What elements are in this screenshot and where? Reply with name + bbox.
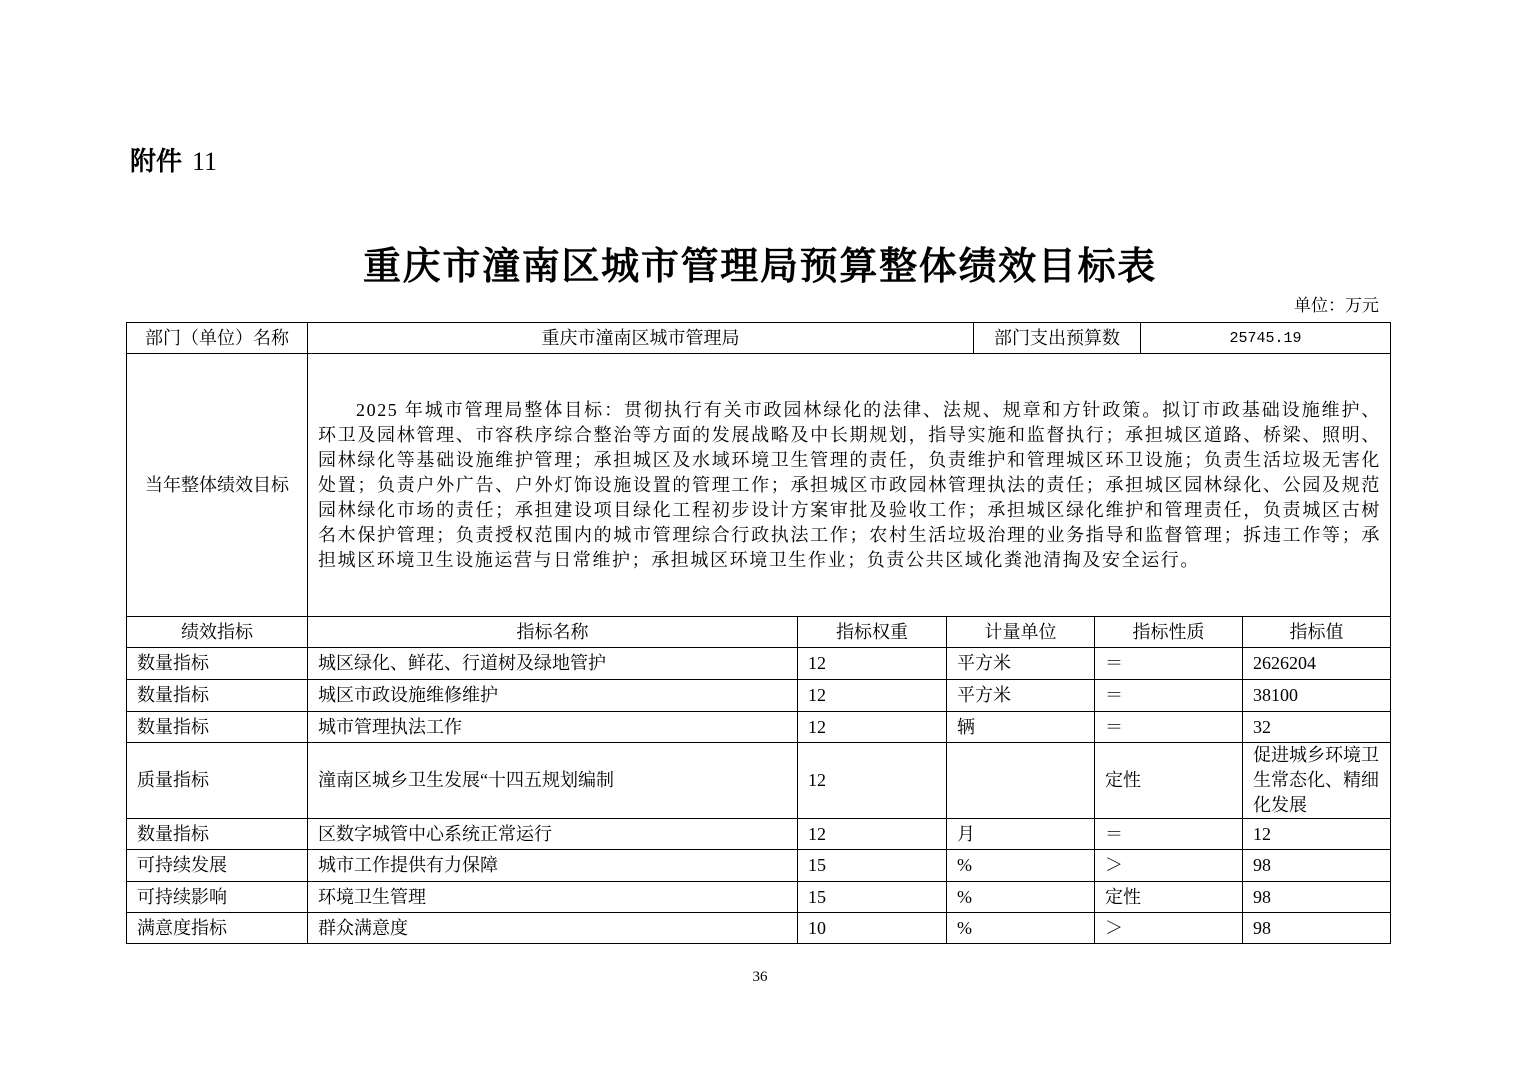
performance-target-table — [126, 322, 1391, 944]
indicator-row — [127, 680, 1391, 712]
indicator-value: 12 — [1243, 819, 1391, 850]
indicator-category: 可持续发展 — [127, 850, 308, 882]
attachment-label: 附件 — [130, 147, 183, 176]
indicator-row — [127, 913, 1391, 944]
indicator-name: 潼南区城乡卫生发展“十四五规划编制 — [308, 743, 798, 819]
indicator-nature: ＝ — [1095, 648, 1243, 680]
column-header-name: 指标名称 — [308, 617, 798, 648]
indicator-value: 32 — [1243, 712, 1391, 743]
indicator-unit: % — [947, 882, 1095, 913]
indicator-name: 城区绿化、鲜花、行道树及绿地管护 — [308, 648, 798, 680]
indicator-nature: ＝ — [1095, 680, 1243, 712]
indicator-name: 群众满意度 — [308, 913, 798, 944]
attachment-number: 11 — [192, 147, 218, 176]
column-header-unit: 计量单位 — [947, 617, 1095, 648]
indicator-nature: ＞ — [1095, 913, 1243, 944]
budget-value: 25745.19 — [1141, 323, 1391, 354]
indicator-value: 98 — [1243, 882, 1391, 913]
indicator-unit: % — [947, 913, 1095, 944]
indicator-unit: 平方米 — [947, 648, 1095, 680]
indicator-category: 数量指标 — [127, 648, 308, 680]
column-header-weight: 指标权重 — [798, 617, 947, 648]
indicator-unit: 辆 — [947, 712, 1095, 743]
column-header-value: 指标值 — [1243, 617, 1391, 648]
indicator-value: 促进城乡环境卫生常态化、精细化发展 — [1243, 743, 1391, 819]
department-row — [127, 323, 1391, 354]
indicator-weight: 12 — [798, 743, 947, 819]
indicator-nature: ＞ — [1095, 850, 1243, 882]
column-header-row — [127, 617, 1391, 648]
indicator-nature: ＝ — [1095, 712, 1243, 743]
indicator-name: 环境卫生管理 — [308, 882, 798, 913]
indicator-row — [127, 648, 1391, 680]
indicator-nature: 定性 — [1095, 743, 1243, 819]
column-header-nature: 指标性质 — [1095, 617, 1243, 648]
indicator-unit: 月 — [947, 819, 1095, 850]
indicator-nature: 定性 — [1095, 882, 1243, 913]
attachment-heading — [130, 146, 217, 178]
indicator-category: 可持续影响 — [127, 882, 308, 913]
column-header-category: 绩效指标 — [127, 617, 308, 648]
budget-label: 部门支出预算数 — [974, 323, 1141, 354]
indicator-value: 98 — [1243, 913, 1391, 944]
indicator-row — [127, 882, 1391, 913]
goal-text: 2025 年城市管理局整体目标：贯彻执行有关市政园林绿化的法律、法规、规章和方针政策。拟订市政基础设施维护、环卫及园林管理、市容秩序综合整治等方面的发展战略及中长期规划，指导实施和监督执行；承担城区道路、桥梁、照明、园林绿化等基础设施维护管理；承担城区及水域环境卫生管理的责任，负责维护和管理城区环卫设施；负责生活垃圾无害化处置；负责户外广告、户外灯饰设施设置的管理工作；承担城区市政园林管理执法的责任；承担城区园林绿化、公园及规范园林绿化市场的责任；承担建设项目绿化工程初步设计方案审批及验收工作；承担城区绿化维护和管理责任，负责城区古树名木保护管理；负责授权范围内的城市管理综合行政执法工作；农村生活垃圾治理的业务指导和监督管理；拆违工作等；承担城区环境卫生设施运营与日常维护；承担城区环境卫生作业；负责公共区域化粪池清掏及安全运行。 — [308, 354, 1391, 617]
indicator-weight: 12 — [798, 648, 947, 680]
dept-label: 部门（单位）名称 — [127, 323, 308, 354]
indicator-unit: 平方米 — [947, 680, 1095, 712]
indicator-category: 质量指标 — [127, 743, 308, 819]
indicator-category: 数量指标 — [127, 680, 308, 712]
indicator-nature: ＝ — [1095, 819, 1243, 850]
indicator-value: 2626204 — [1243, 648, 1391, 680]
indicator-name: 城区市政设施维修维护 — [308, 680, 798, 712]
page-number: 36 — [752, 969, 768, 985]
unit-note: 单位：万元 — [1294, 296, 1379, 315]
indicator-name: 区数字城管中心系统正常运行 — [308, 819, 798, 850]
indicator-unit: % — [947, 850, 1095, 882]
indicator-category: 数量指标 — [127, 819, 308, 850]
page-title: 重庆市潼南区城市管理局预算整体绩效目标表 — [362, 246, 1157, 288]
indicator-value: 38100 — [1243, 680, 1391, 712]
indicator-weight: 15 — [798, 850, 947, 882]
indicator-category: 数量指标 — [127, 712, 308, 743]
indicator-weight: 12 — [798, 819, 947, 850]
indicator-row — [127, 850, 1391, 882]
indicator-category: 满意度指标 — [127, 913, 308, 944]
indicator-unit — [947, 743, 1095, 819]
annual-goal-row — [127, 354, 1391, 617]
indicator-row — [127, 819, 1391, 850]
indicator-name: 城市工作提供有力保障 — [308, 850, 798, 882]
goal-label: 当年整体绩效目标 — [127, 354, 308, 617]
indicator-row — [127, 743, 1391, 819]
indicator-weight: 15 — [798, 882, 947, 913]
indicator-name: 城市管理执法工作 — [308, 712, 798, 743]
indicator-value: 98 — [1243, 850, 1391, 882]
indicator-weight: 12 — [798, 680, 947, 712]
dept-name: 重庆市潼南区城市管理局 — [308, 323, 974, 354]
indicator-row — [127, 712, 1391, 743]
indicator-weight: 10 — [798, 913, 947, 944]
indicator-weight: 12 — [798, 712, 947, 743]
